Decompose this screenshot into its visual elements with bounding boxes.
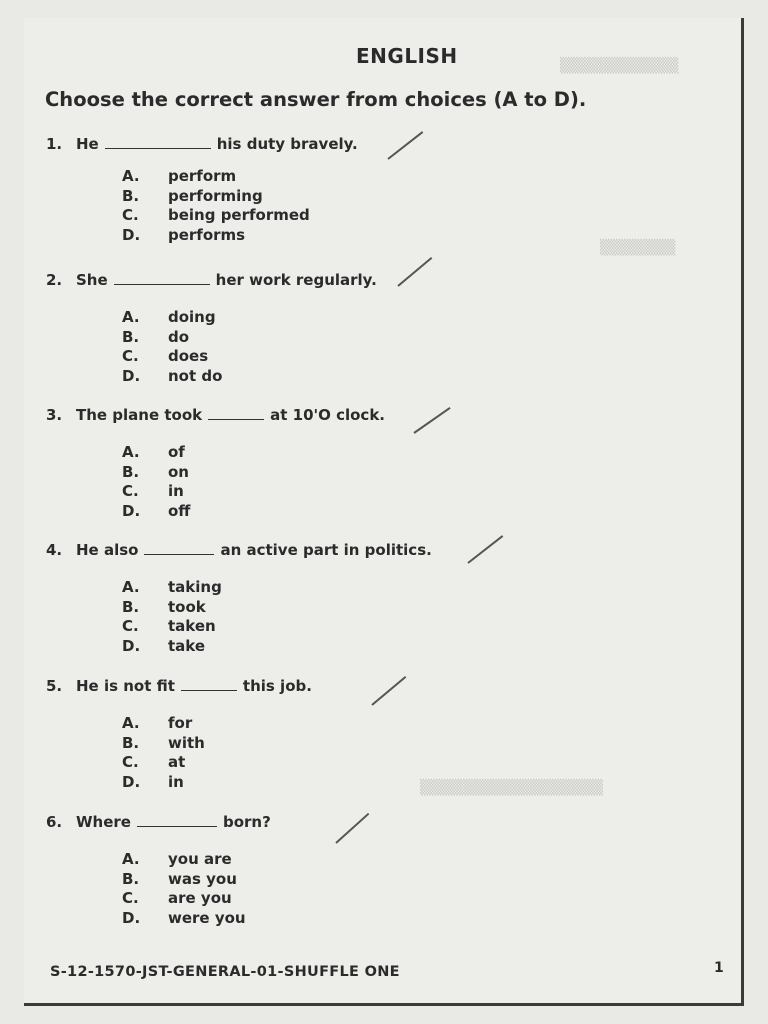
option	[122, 347, 566, 367]
option-letter: A.	[122, 850, 140, 868]
option-letter: C.	[122, 347, 139, 365]
question-text-before: The plane took	[76, 406, 203, 424]
option	[122, 889, 566, 909]
question-text-after: this job.	[242, 677, 312, 695]
question-text-after: his duty bravely.	[216, 135, 358, 153]
option-letter: D.	[122, 501, 141, 520]
option-letter: D.	[122, 636, 141, 655]
option-letter: A.	[122, 443, 140, 461]
option-text: for	[168, 714, 193, 732]
option-text: performing	[168, 186, 263, 205]
option	[122, 443, 566, 463]
option	[122, 850, 566, 870]
option-letter: B.	[122, 327, 140, 346]
option-letter: D.	[122, 772, 141, 791]
option-text: are you	[168, 889, 232, 907]
question-text-before: Where	[76, 813, 131, 831]
option	[122, 870, 566, 890]
answer-blank	[114, 270, 210, 285]
option	[122, 734, 566, 754]
option	[122, 206, 566, 226]
option-text: taking	[168, 578, 222, 596]
options-list	[122, 443, 566, 521]
option	[122, 463, 566, 483]
question-text-before: He	[76, 135, 99, 153]
option-letter: C.	[122, 482, 139, 500]
option-text: doing	[168, 308, 216, 326]
option	[122, 482, 566, 502]
question-text-after: her work regularly.	[215, 271, 377, 289]
option	[122, 328, 566, 348]
answer-blank	[144, 540, 214, 555]
options-list	[122, 714, 566, 792]
option-letter: D.	[122, 908, 141, 927]
option-letter: C.	[122, 753, 139, 771]
option	[122, 909, 566, 929]
question-2	[46, 269, 566, 386]
option	[122, 502, 566, 522]
page-number: 1	[714, 960, 724, 976]
option-letter: B.	[122, 597, 140, 616]
show-through-text: ▒▒▒▒▒▒▒▒▒▒▒	[560, 58, 679, 74]
question-1	[46, 133, 566, 245]
option	[122, 578, 566, 598]
option-letter: A.	[122, 167, 140, 185]
option-text: not do	[168, 366, 223, 385]
option-text: does	[168, 347, 209, 365]
option	[122, 637, 566, 657]
option-letter: C.	[122, 206, 139, 224]
question-number: 6.	[46, 813, 63, 831]
question-6	[46, 811, 566, 928]
options-list	[122, 578, 566, 656]
option	[122, 308, 566, 328]
option	[122, 167, 566, 187]
question-number: 4.	[46, 541, 63, 559]
question-text-before: He also	[76, 541, 139, 559]
question-number: 5.	[46, 677, 63, 695]
option-letter: A.	[122, 578, 140, 596]
question-text-after: an active part in politics.	[220, 541, 432, 559]
option	[122, 773, 566, 793]
question-number: 1.	[46, 135, 63, 153]
option	[122, 187, 566, 207]
option	[122, 714, 566, 734]
answer-blank	[137, 812, 217, 827]
option-letter: C.	[122, 889, 139, 907]
option-text: was you	[168, 869, 237, 888]
option	[122, 617, 566, 637]
question-text-before: He is not fit	[76, 677, 175, 695]
question-text-after: at 10'O clock.	[270, 406, 385, 424]
option	[122, 753, 566, 773]
answer-blank	[208, 405, 264, 420]
option-letter: B.	[122, 462, 140, 481]
options-list	[122, 167, 566, 245]
option-letter: B.	[122, 869, 140, 888]
show-through-text: ▒▒▒▒▒▒▒	[600, 240, 676, 256]
option-letter: D.	[122, 225, 141, 244]
option-text: took	[168, 597, 206, 616]
option-text: taken	[168, 617, 216, 635]
instructions: Choose the correct answer from choices (A to D).	[45, 88, 587, 111]
option-text: were you	[168, 908, 246, 927]
option-letter: B.	[122, 186, 140, 205]
option-text: on	[168, 462, 189, 481]
question-3	[46, 404, 566, 521]
answer-blank	[105, 134, 211, 149]
page-title: ENGLISH	[356, 44, 458, 68]
option-text: off	[168, 501, 191, 520]
option-letter: D.	[122, 366, 141, 385]
show-through-text: ▒▒▒▒▒▒▒▒▒▒▒▒▒▒▒▒▒	[420, 780, 604, 796]
question-5	[46, 675, 566, 792]
option-text: take	[168, 636, 206, 655]
question-text-before: She	[76, 271, 108, 289]
option-text: performs	[168, 225, 246, 244]
option-text: you are	[168, 850, 232, 868]
option-letter: C.	[122, 617, 139, 635]
option-letter: A.	[122, 308, 140, 326]
options-list	[122, 850, 566, 928]
answer-blank	[181, 676, 237, 691]
option-text: perform	[168, 167, 237, 185]
option-text: with	[168, 733, 205, 752]
option-text: at	[168, 753, 186, 771]
options-list	[122, 308, 566, 386]
question-number: 3.	[46, 406, 63, 424]
option-text: in	[168, 482, 184, 500]
option-letter: B.	[122, 733, 140, 752]
option-text: of	[168, 443, 185, 461]
option	[122, 226, 566, 246]
option	[122, 367, 566, 387]
option-text: in	[168, 772, 184, 791]
question-text-after: born?	[222, 813, 271, 831]
question-number: 2.	[46, 271, 63, 289]
option-letter: A.	[122, 714, 140, 732]
question-4	[46, 539, 566, 656]
option-text: being performed	[168, 206, 310, 224]
document-code: S-12-1570-JST-GENERAL-01-SHUFFLE ONE	[50, 964, 400, 980]
option	[122, 598, 566, 618]
option-text: do	[168, 327, 190, 346]
